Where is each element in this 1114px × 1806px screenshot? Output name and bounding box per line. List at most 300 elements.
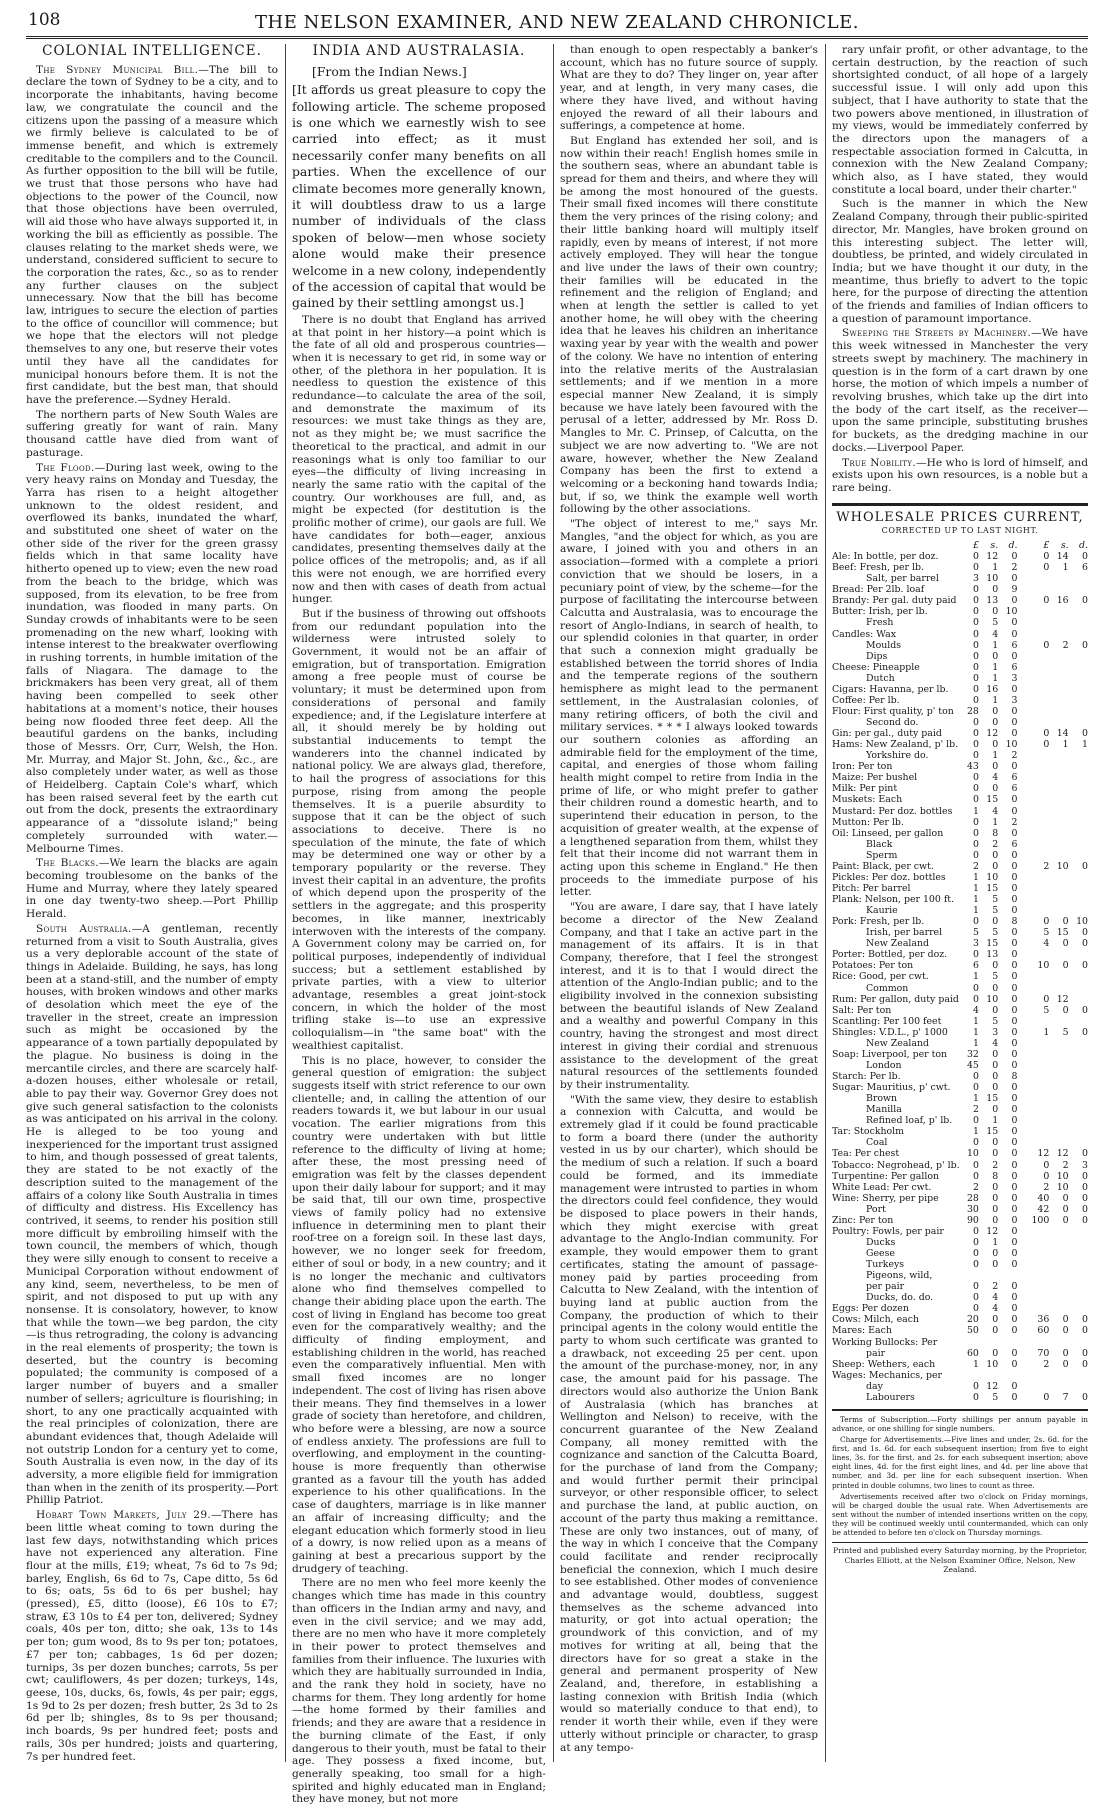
- columns: [26, 43, 1089, 1806]
- price-value: [1049, 772, 1068, 783]
- price-value: 0: [972, 562, 979, 574]
- price-row: [832, 1049, 1088, 1060]
- paragraph: [26, 923, 278, 1507]
- price-value: 0: [1082, 1170, 1088, 1182]
- price-value: 0: [1011, 1059, 1018, 1071]
- price-value: 4: [992, 1303, 999, 1315]
- price-value: [1027, 894, 1049, 905]
- price-value: 10: [1056, 1170, 1069, 1182]
- price-value: 0: [972, 1115, 979, 1127]
- price-value: 8: [1011, 916, 1018, 928]
- price-value: [1049, 617, 1068, 628]
- paragraph-lead: True Nobility.: [842, 456, 916, 469]
- price-value: [960, 1337, 979, 1348]
- price-value: 1: [972, 871, 979, 883]
- price-item: Flour: First quality, p' ton: [832, 705, 954, 717]
- price-value: [1069, 1237, 1088, 1248]
- price-value: 5: [992, 1391, 999, 1403]
- price-value: 0: [1011, 1236, 1018, 1248]
- price-value: [1049, 684, 1068, 695]
- price-row: [832, 994, 1088, 1005]
- price-item: Labourers: [866, 1391, 915, 1403]
- price-value: 4: [992, 805, 999, 817]
- paragraph-text: "You are aware, I dare say, that I have lately become a director of the New Zealand Company, and that I take an active part in the management of its affairs. It is in that Company, therefore, that I feel the strongest interest, and it is to that I would direct the attention of the Anglo-Indian public; and to the eligibility involved in the connexion subsisting between the beautiful islands of New Zealand and a wealthy and powerful Company in this country, having the strongest and most direct interest in giving their cordial and strenuous assistance to the development of the great natural resources of the settlements founded by their instrumentality.: [560, 901, 818, 1091]
- price-value: [1049, 673, 1068, 684]
- price-value: [1069, 1381, 1088, 1392]
- price-value: 0: [992, 717, 999, 729]
- price-item: Candles: Wax: [832, 628, 896, 640]
- price-value: 0: [972, 1225, 979, 1237]
- price-value: 60: [966, 1347, 979, 1359]
- price-row: [832, 828, 1088, 839]
- price-value: [1069, 872, 1088, 883]
- price-value: 0: [1011, 1104, 1018, 1116]
- price-item: Ducks: [866, 1236, 896, 1248]
- price-value: [1027, 983, 1049, 994]
- price-row: [832, 1348, 1088, 1359]
- price-value: [1069, 584, 1088, 595]
- price-value: 9: [1011, 584, 1018, 596]
- price-value: 5: [992, 617, 999, 629]
- price-value: 0: [1011, 1093, 1018, 1105]
- price-value: 2: [972, 1104, 979, 1116]
- price-value: 2: [1043, 1358, 1050, 1370]
- price-value: [1049, 783, 1068, 794]
- price-row: [832, 1381, 1088, 1392]
- paragraph-text: "With the same view, they desire to establish a connexion with Calcutta, and would be extremely glad if it could be found practicable to form a board there (under the authority vested in us by our charter), which should be the medium of such a relation. If such a board could be formed, and its immediate management were intrusted to parties in whom the directors could feel confidence, they would be disposed to place powers in their hands, which they might exercise with great advantage to the Anglo-Indian community. For example, they would empower them to grant certificates, stating the amount of passage-money paid by parties proceeding from Calcutta to New Zealand, with the intention of buying land at public auction from the Company, the production of which to their principal agents in the colony would entitle the party to whom such certificate was granted to a drawback, not exceeding 25 per cent. upon the amount of the purchase-money, nor, in any case, the amount paid for his passage. The directors would also authorize the Union Bank of Australasia (which has branches at Wellington and Nelson) to receive, with the concurrent guarantee of the New Zealand Company, all money remitted with the cognizance and sanction of the Calcutta Board, for the purchase of land from the Company; and would further permit their principal surveyor, or other responsible officer, to select and purchase the land, at public auction, on account of the party thus making a remittance. These are only two instances, out of many, of the way in which I conceive that the Company could facilitate and render reciprocally beneficial the connexion, which I much desire to see established. Other modes of convenience and advantage would, doubtless, suggest themselves as the scheme advanced into maturity, or got into actual operation; the groundwork of this conviction, and of my motives for writing at all, being that the directors have for so great a stake in the general and permanent prosperity of New Zealand, and, therefore, in establishing a lasting connexion with British India (which would so materially conduce to that end), to render it worth their while, even if they were utterly without principle or character, to grasp at any tempo-: [560, 1093, 818, 1754]
- price-value: 0: [1011, 551, 1018, 563]
- price-value: 16: [986, 683, 999, 695]
- price-item: day: [866, 1380, 883, 1392]
- price-value: [1049, 1281, 1068, 1292]
- price-value: 6: [972, 960, 979, 972]
- price-value: 0: [1011, 1259, 1018, 1271]
- price-value: [1027, 1049, 1049, 1060]
- price-value: 10: [986, 871, 999, 883]
- price-row: [832, 1104, 1088, 1115]
- article-body: [832, 44, 1088, 495]
- price-value: 1: [992, 639, 999, 651]
- paragraph-text: Such is the manner in which the New Zealand Company, through their public-spirited director, Mr. Mangles, have broken ground on this interesting subject. The letter will, doubtless, be printed, and widely circulated in India; but we have thought it our duty, in the meantime, thus briefly to advert to the topic here, for the purpose of directing the attention of the friends and families of Indian officers to a question of paramount importance.: [832, 198, 1088, 325]
- price-value: [1069, 1303, 1088, 1314]
- price-value: 0: [992, 1071, 999, 1083]
- price-item: Scantling: Per 100 feet: [832, 1015, 942, 1027]
- price-row: [832, 905, 1088, 916]
- price-value: 1: [992, 816, 999, 828]
- paragraph-text: —He who is lord of himself, and exists upon his own resources, is a noble but a rare being.: [832, 456, 1089, 494]
- price-item: Rum: Per gallon, duty paid: [832, 993, 959, 1005]
- price-row: [832, 1093, 1088, 1104]
- price-item: Wine: Sherry, per pipe: [832, 1192, 939, 1204]
- price-value: [1069, 1226, 1088, 1237]
- paragraph: [560, 901, 818, 1092]
- price-value: [1027, 1093, 1049, 1104]
- price-value: [1027, 1038, 1049, 1049]
- price-item: Tar: Stockholm: [832, 1126, 905, 1138]
- price-value: 1: [972, 1037, 979, 1049]
- price-value: 0: [1062, 938, 1069, 950]
- paragraph-lead: South Australia.: [36, 922, 132, 935]
- price-value: 0: [992, 584, 999, 596]
- price-value: [1069, 894, 1088, 905]
- price-value: 0: [1082, 1004, 1088, 1016]
- price-value: [979, 1370, 998, 1381]
- price-item: Zinc: Per ton: [832, 1214, 894, 1226]
- price-item: Sheep: Wethers, each: [832, 1358, 936, 1370]
- price-value: 0: [1082, 551, 1088, 563]
- price-value: 10: [1005, 739, 1018, 751]
- price-value: 1: [972, 1026, 979, 1038]
- price-row: [832, 1148, 1088, 1159]
- price-value: [1069, 1038, 1088, 1049]
- price-value: 2: [992, 1281, 999, 1293]
- price-value: 0: [1062, 1192, 1069, 1204]
- price-item: Mutton: Per lb.: [832, 816, 904, 828]
- price-value: 0: [1011, 1082, 1018, 1094]
- price-row: [832, 883, 1088, 894]
- price-value: 60: [1037, 1325, 1050, 1337]
- price-value: 15: [986, 938, 999, 950]
- price-value: 10: [966, 1148, 979, 1160]
- price-value: 1: [1062, 562, 1069, 574]
- paragraph-lead: The Sydney Municipal Bill.: [36, 63, 199, 76]
- price-row: [832, 728, 1088, 739]
- price-value: 0: [1062, 1004, 1069, 1016]
- price-value: 0: [1043, 993, 1050, 1005]
- price-value: [1069, 1337, 1088, 1348]
- price-item: Black: [866, 838, 893, 850]
- paragraph-text: rary unfair profit, or other advantage, to the certain destruction, by the reaction of such shortsighted conduct, of all hope of a largely successful issue. I will only add upon this subject, that I have authority to state that the two powers above mentioned, in illustration of my views, would be immediately conferred by the directors upon the managers of a respectable association formed in Calcutta, in connexion with the New Zealand Company; which also, as I have stated, they would constitute a local board, under their charter.": [832, 44, 1088, 196]
- paragraph-text: There is no doubt that England has arrived at that point in her history—a point which is the fate of all old and prosperous countries—when it is necessary to get rid, in some way or other, of the plethora in her population. It is needless to question the existence of this redundance—to calculate the area of the soil, and demonstrate the maximum of its resources: we must take things as they are, not as they might be; we must sacrifice the theoretical to the practical, and admit in our reasonings what is only too familiar to our eyes—the difficulty of living increasing in nearly the same ratio with the capital of the country. Our workhouses are full, and, as might be expected (for destitution is the prolific mother of crime), our gaols are full. We have candidates for both—eager, anxious candidates, presenting themselves daily at the police offices of the metropolis; and, as if all this were not enough, we are horrified every now and then with cases of death from actual hunger.: [292, 313, 546, 606]
- price-value: [1027, 872, 1049, 883]
- price-value: [1069, 1049, 1088, 1060]
- price-value: 0: [1011, 1325, 1018, 1337]
- price-value: [1027, 806, 1049, 817]
- price-value: 0: [1011, 1048, 1018, 1060]
- price-value: 13: [986, 595, 999, 607]
- price-value: 0: [972, 1303, 979, 1315]
- price-row: [832, 1160, 1088, 1171]
- price-value: 0: [972, 1082, 979, 1094]
- price-value: 0: [1082, 639, 1088, 651]
- price-value: 20: [966, 1314, 979, 1326]
- price-value: 0: [1011, 650, 1018, 662]
- price-row: [832, 717, 1088, 728]
- paragraph-lead: The Blacks.: [36, 857, 99, 870]
- price-value: 0: [992, 739, 999, 751]
- price-row: [832, 1370, 1088, 1381]
- price-value: [1049, 1270, 1068, 1281]
- price-value: 0: [1011, 1303, 1018, 1315]
- price-value: 0: [972, 1292, 979, 1304]
- price-item: Mustard: Per doz. bottles: [832, 805, 953, 817]
- price-value: [1069, 1126, 1088, 1137]
- price-value: 0: [1011, 1181, 1018, 1193]
- price-row: [832, 1325, 1088, 1336]
- price-value: 10: [1037, 960, 1050, 972]
- price-value: 0: [972, 650, 979, 662]
- price-value: [1069, 1093, 1088, 1104]
- price-value: 0: [1011, 1225, 1018, 1237]
- price-row: [832, 1082, 1088, 1093]
- price-item: Brown: [866, 1093, 898, 1105]
- price-value: [1069, 761, 1088, 772]
- paragraph: [292, 608, 546, 1053]
- price-value: [1027, 850, 1049, 861]
- price-value: 2: [992, 838, 999, 850]
- price-row: [832, 1071, 1088, 1082]
- price-value: 0: [1011, 1037, 1018, 1049]
- price-value: 0: [972, 993, 979, 1005]
- price-value: [1027, 761, 1049, 772]
- price-value: 1: [972, 905, 979, 917]
- price-item: Oil: Linseed, per gallon: [832, 827, 944, 839]
- price-value: [1069, 750, 1088, 761]
- price-value: 0: [1043, 639, 1050, 651]
- price-value: 0: [1011, 927, 1018, 939]
- paragraph-text: than enough to open respectably a banker's account, which has no future source of supply. What are they to do? They linger on, year after year, and at length, in very many cases, die where they have lived, and without having enjoyed the reward of all their labours and sufferings, a competence at home.: [560, 44, 818, 133]
- price-row: [832, 1237, 1088, 1248]
- price-row: [832, 662, 1088, 673]
- price-item: Irish, per barrel: [866, 927, 943, 939]
- price-row: [832, 1005, 1088, 1016]
- paragraph: [560, 1094, 818, 1755]
- price-row: [832, 1137, 1088, 1148]
- price-value: [1049, 872, 1068, 883]
- price-item: Poultry: Fowls, per pair: [832, 1225, 944, 1237]
- price-value: [1027, 629, 1049, 640]
- price-value: 0: [1011, 860, 1018, 872]
- price-value: 5: [972, 927, 979, 939]
- price-value: 0: [1011, 938, 1018, 950]
- price-value: 0: [1011, 971, 1018, 983]
- price-value: 0: [1082, 1203, 1088, 1215]
- price-item: Second do.: [866, 717, 919, 729]
- price-value: 0: [992, 1148, 999, 1160]
- price-row: [832, 872, 1088, 883]
- price-value: 1: [1043, 1026, 1050, 1038]
- price-item: Potatoes: Per ton: [832, 960, 914, 972]
- price-row: [832, 573, 1088, 584]
- price-value: [1069, 794, 1088, 805]
- price-value: 4: [992, 1292, 999, 1304]
- note-paragraph: Terms of Subscription.—Forty shillings per annum payable in advance, or one shilling for single numbers.: [832, 1414, 1088, 1433]
- paragraph: [832, 44, 1088, 196]
- price-value: 5: [992, 894, 999, 906]
- price-value: [1049, 1248, 1068, 1259]
- price-value: 0: [1082, 1181, 1088, 1193]
- price-value: 4: [992, 1037, 999, 1049]
- paragraph-lead: The Flood.: [36, 461, 95, 474]
- price-row: [832, 739, 1088, 750]
- price-value: 8: [992, 827, 999, 839]
- price-value: [1069, 606, 1088, 617]
- paragraph: [292, 1055, 546, 1576]
- price-value: [1027, 1082, 1049, 1093]
- paragraph-text: But if the business of throwing out offshoots from our redundant population into the wilderness were intrusted solely to Government, it would not be an affair of emigration, but of transportation. Emigration among a free people must of course be voluntary; it must be determined upon from considerations of personal and family expedience; and, if the Legislature interfere at all, it should merely be by holding out substantial inducements to tempt the wanderers into the channel indicated by national policy. We are always glad, therefore, to hail the progress of associations for this purpose, rising from among the people themselves. It is a puerile absurdity to suppose that it can be the object of such associations to deceive. There is no speculation of the minute, the fate of which may be determined one way or other by a temporary popularity or the reverse. They invest their capital in an adventure, the profits of which depend upon the prosperity of the settlers in the aggregate; and this prosperity becomes, in like manner, inextricably interwoven with the interests of the company. A Government colony may be carried on, for political purposes, independently of individual success; but a settlement established by private parties, with a view to ulterior advantage, resembles a great joint-stock concern, in which the holder of the most trifling stake is—to use an expressive colloquialism—in "the same boat" with the wealthiest capitalist.: [292, 607, 546, 1052]
- price-row: [832, 1060, 1088, 1071]
- price-value: 1: [972, 882, 979, 894]
- price-value: [1027, 1259, 1049, 1270]
- price-value: [1049, 573, 1068, 584]
- price-value: 0: [1011, 683, 1018, 695]
- price-value: 0: [992, 1259, 999, 1271]
- price-value: [1049, 1093, 1068, 1104]
- price-value: 7: [1062, 1391, 1069, 1403]
- price-value: [1049, 1038, 1068, 1049]
- price-row: [832, 850, 1088, 861]
- price-value: [1069, 806, 1088, 817]
- price-value: 14: [1056, 551, 1069, 563]
- price-item: Eggs: Per dozen: [832, 1303, 909, 1315]
- price-value: 45: [966, 1059, 979, 1071]
- masthead: [26, 6, 1088, 39]
- price-item: Sugar: Mauritius, p' cwt.: [832, 1082, 951, 1094]
- price-value: [1027, 1248, 1049, 1259]
- price-value: 0: [972, 1248, 979, 1260]
- price-value: [998, 1270, 1017, 1281]
- price-value: 0: [1082, 1358, 1088, 1370]
- price-row: [832, 584, 1088, 595]
- price-value: [1049, 1259, 1068, 1270]
- price-value: [1049, 1237, 1068, 1248]
- price-value: [1069, 905, 1088, 916]
- price-value: 1: [972, 894, 979, 906]
- price-item: Salt, per barrel: [866, 573, 939, 585]
- price-value: 1: [1062, 739, 1069, 751]
- price-value: [1027, 750, 1049, 761]
- paragraph-text: The northern parts of New South Wales are suffering greatly for want of rain. Many thousand cattle have died from want of pasturage.: [26, 408, 278, 459]
- price-value: [1027, 584, 1049, 595]
- price-value: [1049, 1071, 1068, 1082]
- price-row: [832, 1182, 1088, 1193]
- note-paragraph: Advertisements received after two o'clock on Friday mornings, will be charged double the usual rate. When Advertisements are sent without the number of intended insertions written on the copy, they will be continued weekly until countermanded, which can only be attended to before ten o'clock on Thursday mornings.: [832, 1491, 1088, 1538]
- price-value: 0: [1043, 1170, 1050, 1182]
- price-value: [1049, 971, 1068, 982]
- price-value: 1: [992, 672, 999, 684]
- price-value: [979, 1270, 998, 1281]
- price-item: Mares: Each: [832, 1325, 892, 1337]
- price-value: [1049, 1292, 1068, 1303]
- price-value: [1049, 839, 1068, 850]
- price-item: Pigeons, wild,: [866, 1270, 933, 1282]
- price-value: 0: [1011, 1015, 1018, 1027]
- price-value: 1: [1082, 739, 1088, 751]
- price-value: 2: [1062, 639, 1069, 651]
- paragraph-text: —We learn the blacks are again becoming troublesome on the banks of the Hume and Murray, where they lately speared in one day twenty-two sheep.—Port Phillip Herald.: [26, 857, 278, 921]
- price-value: 0: [992, 1325, 999, 1337]
- price-value: 100: [1031, 1214, 1050, 1226]
- paragraph: [26, 462, 278, 856]
- price-value: [1049, 695, 1068, 706]
- paragraph: [26, 1509, 278, 1763]
- price-value: 3: [1011, 694, 1018, 706]
- price-value: [1027, 1016, 1049, 1027]
- price-row: [832, 960, 1088, 971]
- price-row: [832, 1248, 1088, 1259]
- price-value: 0: [992, 1192, 999, 1204]
- price-value: 2: [1011, 750, 1018, 762]
- price-item: New Zealand: [866, 938, 930, 950]
- price-value: 5: [1043, 1004, 1050, 1016]
- price-value: 0: [1011, 1026, 1018, 1038]
- price-value: 15: [986, 794, 999, 806]
- price-value: [1049, 706, 1068, 717]
- price-value: 43: [966, 761, 979, 773]
- price-value: 0: [1062, 916, 1069, 928]
- price-value: [1049, 794, 1068, 805]
- price-value: 1: [972, 971, 979, 983]
- price-value: 0: [992, 1203, 999, 1215]
- price-item: Milk: Per pint: [832, 783, 898, 795]
- price-item: New Zealand: [866, 1037, 930, 1049]
- price-value: [979, 1337, 998, 1348]
- price-value: [1027, 706, 1049, 717]
- price-value: [1049, 717, 1068, 728]
- price-row: [832, 927, 1088, 938]
- price-value: 0: [972, 728, 979, 740]
- column-india-australasia: [292, 43, 546, 1806]
- price-value: 0: [972, 694, 979, 706]
- price-value: [1049, 983, 1068, 994]
- price-value: 28: [966, 705, 979, 717]
- price-value: [1049, 1082, 1068, 1093]
- price-value: [1027, 1381, 1049, 1392]
- price-item: Starch: Per lb.: [832, 1071, 901, 1083]
- price-value: [1049, 817, 1068, 828]
- price-item: Yorkshire do.: [866, 750, 929, 762]
- price-value: [1027, 606, 1049, 617]
- price-item: Coffee: Per lb.: [832, 694, 900, 706]
- price-value: 2: [1011, 816, 1018, 828]
- price-value: 6: [1011, 639, 1018, 651]
- price-value: [1027, 1337, 1049, 1348]
- price-value: 0: [1011, 595, 1018, 607]
- price-value: [1069, 617, 1088, 628]
- price-value: [1027, 717, 1049, 728]
- price-value: 0: [992, 1181, 999, 1193]
- price-value: 15: [986, 882, 999, 894]
- price-row: [832, 772, 1088, 783]
- price-value: [1027, 883, 1049, 894]
- column-rule: [553, 44, 554, 1762]
- price-item: Muskets: Each: [832, 794, 903, 806]
- price-value: [1069, 1016, 1088, 1027]
- price-value: 0: [1011, 1137, 1018, 1149]
- subscription-notes: [832, 1409, 1088, 1537]
- paragraph: [560, 518, 818, 899]
- price-value: [1049, 949, 1068, 960]
- price-value: 8: [1011, 1071, 1018, 1083]
- section-heading: INDIA AND AUSTRALASIA.: [312, 43, 526, 59]
- price-value: 0: [1011, 617, 1018, 629]
- price-value: 1: [972, 1126, 979, 1138]
- imprint: Printed and published every Saturday morning, by the Proprietor, Charles Elliott, at the Nelson Examiner Office, Nelson, New Zealand.: [832, 1542, 1088, 1574]
- column-colonial-intelligence: [26, 44, 278, 1762]
- price-value: 0: [1082, 1325, 1088, 1337]
- price-row: [832, 806, 1088, 817]
- price-row: [832, 916, 1088, 927]
- price-value: 0: [1011, 1214, 1018, 1226]
- price-value: 5: [1043, 927, 1050, 939]
- price-value: [960, 1370, 979, 1381]
- price-value: 0: [1011, 1192, 1018, 1204]
- price-value: [1027, 772, 1049, 783]
- price-value: 0: [1062, 1347, 1069, 1359]
- price-row: [832, 684, 1088, 695]
- price-value: [1027, 1226, 1049, 1237]
- price-value: 70: [1037, 1347, 1050, 1359]
